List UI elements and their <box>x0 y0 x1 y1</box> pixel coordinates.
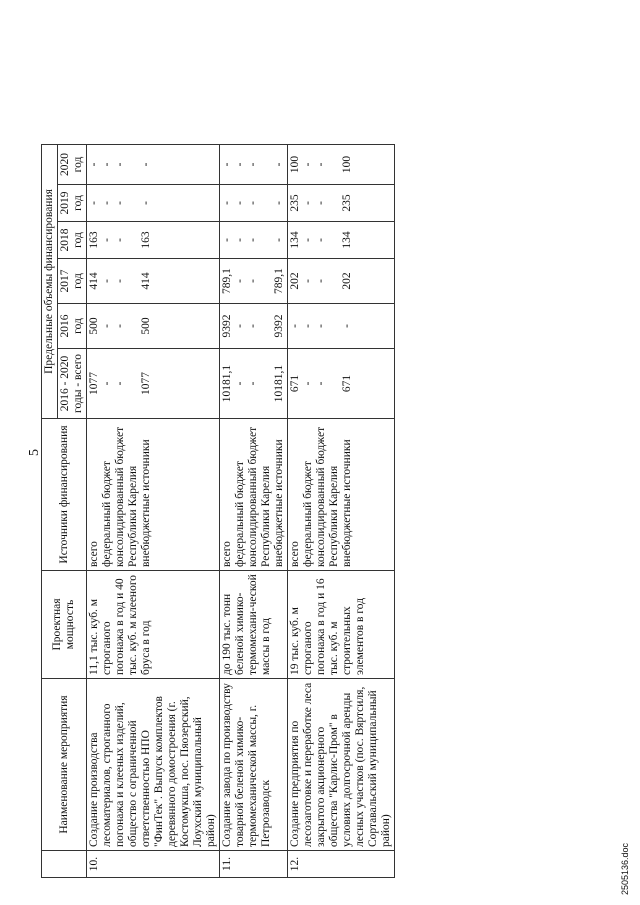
header-name: Наименование мероприятия <box>42 679 87 851</box>
value-cell: - <box>101 324 113 328</box>
source-label: консолидированный бюджет Республики Карелия <box>315 426 340 567</box>
value-column-0 <box>220 349 288 419</box>
value-cell: 9392 <box>221 314 233 338</box>
value-column-2 <box>87 259 220 304</box>
value-cell: - <box>234 279 246 283</box>
event-name: Создание предприятия по лесозаготовке и переработке леса закрытого акционерного общества "Карлис-Пром" в условиях долгосрочной аренды лесных участков (пос. Вяртсиля, Сортавальский муниципальный район) <box>288 679 395 851</box>
value-cell: - <box>302 238 314 242</box>
value-column-1 <box>87 304 220 349</box>
value-cell: 789,1 <box>221 268 233 294</box>
source-label: всего <box>221 541 233 567</box>
source-label: федеральный бюджет <box>101 461 113 567</box>
value-cell: - <box>114 324 126 328</box>
financing-sources <box>87 419 220 571</box>
header-year-2016: 2016 год <box>58 304 87 349</box>
value-cell: 235 <box>289 194 301 212</box>
value-cell: - <box>302 162 314 167</box>
financing-sources <box>220 419 288 571</box>
value-cell: - <box>302 324 314 328</box>
value-cell: - <box>315 279 327 283</box>
header-volumes: Предельные объемы финансирования <box>42 145 58 419</box>
value-cell: - <box>247 201 259 205</box>
project-capacity: до 190 тыс. тонн беленой химико-термомехани-ческой массы в год <box>220 571 288 679</box>
value-column-5 <box>87 145 220 185</box>
value-column-2 <box>220 259 288 304</box>
financing-sources <box>288 419 395 571</box>
project-capacity: 19 тыс. куб. м строганого погонажа в год и 16 тыс. куб. м строительных элементов в год <box>288 571 395 679</box>
value-column-4 <box>87 185 220 222</box>
value-column-4 <box>220 185 288 222</box>
value-cell: - <box>234 381 246 386</box>
value-column-3 <box>288 222 395 259</box>
value-cell: - <box>315 201 327 205</box>
header-year-2019: 2019 год <box>58 185 87 222</box>
project-capacity: 11,1 тыс. куб. м строганого погонажа в год и 40 тыс. куб. м клееного бруса в год <box>87 571 220 679</box>
header-year-2018: 2018 год <box>58 222 87 259</box>
value-cell: - <box>273 162 285 167</box>
row-number: 11. <box>220 851 288 878</box>
value-cell: - <box>234 324 246 328</box>
value-cell: 789,1 <box>273 268 285 294</box>
value-column-1 <box>220 304 288 349</box>
header-year-total: 2016 - 2020 годы - всего <box>58 349 87 419</box>
value-cell: - <box>247 279 259 283</box>
source-label: федеральный бюджет <box>302 461 314 567</box>
financing-table <box>41 144 395 878</box>
value-column-3 <box>220 222 288 259</box>
value-cell: 134 <box>341 231 353 249</box>
value-column-5 <box>220 145 288 185</box>
value-cell: - <box>101 381 113 386</box>
value-cell: - <box>289 324 301 328</box>
source-label: всего <box>88 541 100 567</box>
value-cell: - <box>114 201 126 205</box>
value-column-5 <box>288 145 395 185</box>
value-cell: 671 <box>341 374 353 393</box>
value-cell: - <box>234 162 246 167</box>
value-cell: 100 <box>341 155 353 174</box>
value-cell: - <box>114 381 126 386</box>
header-sources: Источники финансирования <box>42 419 87 571</box>
value-cell: - <box>101 162 113 167</box>
value-cell: - <box>273 238 285 242</box>
value-column-1 <box>288 304 395 349</box>
value-cell: - <box>273 201 285 205</box>
source-label: консолидированный бюджет Республики Карелия <box>247 426 272 567</box>
value-cell: 500 <box>88 317 100 335</box>
value-cell: 671 <box>289 374 301 393</box>
table-row <box>220 145 288 878</box>
value-cell: 500 <box>140 317 152 335</box>
table-row <box>87 145 220 878</box>
value-cell: - <box>247 162 259 167</box>
value-cell: 100 <box>289 155 301 174</box>
page-number: 5 <box>27 449 42 456</box>
source-label: внебюджетные источники <box>273 439 285 567</box>
header-capacity: Проектная мощность <box>42 571 87 679</box>
value-column-3 <box>87 222 220 259</box>
row-number: 12. <box>288 851 395 878</box>
value-cell: - <box>114 238 126 242</box>
value-cell: 202 <box>289 272 301 290</box>
value-cell: - <box>101 279 113 283</box>
value-cell: - <box>114 162 126 167</box>
value-cell: - <box>315 381 327 386</box>
value-cell: - <box>140 162 152 167</box>
value-cell: - <box>88 201 100 205</box>
value-cell: - <box>234 201 246 205</box>
value-cell: - <box>302 279 314 283</box>
value-cell: 235 <box>341 194 353 212</box>
value-cell: 202 <box>341 272 353 290</box>
source-label: федеральный бюджет <box>234 461 246 567</box>
value-cell: - <box>247 324 259 328</box>
value-cell: 414 <box>140 272 152 290</box>
source-label: внебюджетные источники <box>140 439 152 567</box>
value-cell: 414 <box>88 272 100 290</box>
value-column-0 <box>87 349 220 419</box>
value-cell: - <box>315 238 327 242</box>
value-cell: - <box>114 279 126 283</box>
source-label: всего <box>289 541 301 567</box>
value-cell: - <box>247 381 259 386</box>
value-column-4 <box>288 185 395 222</box>
value-cell: 10181,1 <box>221 364 233 403</box>
header-year-2020: 2020 год <box>58 145 87 185</box>
header-year-2017: 2017 год <box>58 259 87 304</box>
value-cell: 1077 <box>88 372 100 395</box>
value-cell: - <box>221 201 233 205</box>
header-row-1 <box>42 145 58 878</box>
value-cell: - <box>302 201 314 205</box>
value-cell: 1077 <box>140 372 152 395</box>
value-cell: 163 <box>140 231 152 249</box>
value-cell: - <box>315 324 327 328</box>
value-cell: - <box>234 238 246 242</box>
event-name: Создание завода по производству товарной беленой химико-термомеханической массы, г. Петрозаводск <box>220 679 288 851</box>
table-row <box>288 145 395 878</box>
file-footer: 2505136.doc <box>620 842 630 895</box>
row-number: 10. <box>87 851 220 878</box>
value-column-0 <box>288 349 395 419</box>
value-cell: - <box>247 238 259 242</box>
value-cell: - <box>140 201 152 205</box>
value-cell: 134 <box>289 231 301 249</box>
value-cell: - <box>341 324 353 328</box>
value-cell: - <box>315 162 327 167</box>
value-cell: 9392 <box>273 314 285 338</box>
value-cell: 163 <box>88 231 100 249</box>
event-name: Создание производства лесоматериалов, строганного погонажа и клееных изделий, общество с ограниченной ответственностью НПО "ФинТек". Выпуск комплектов деревянного домостроения (г. Костомукша, пос. Пяозерский, Лоухский муниципальный район) <box>87 679 220 851</box>
header-no <box>42 851 87 878</box>
value-cell: - <box>101 201 113 205</box>
value-column-2 <box>288 259 395 304</box>
value-cell: - <box>302 381 314 386</box>
value-cell: - <box>88 162 100 167</box>
value-cell: 10181,1 <box>273 364 285 403</box>
source-label: консолидированный бюджет Республики Карелия <box>114 426 139 567</box>
value-cell: - <box>101 238 113 242</box>
value-cell: - <box>221 238 233 242</box>
value-cell: - <box>221 162 233 167</box>
source-label: внебюджетные источники <box>341 439 353 567</box>
